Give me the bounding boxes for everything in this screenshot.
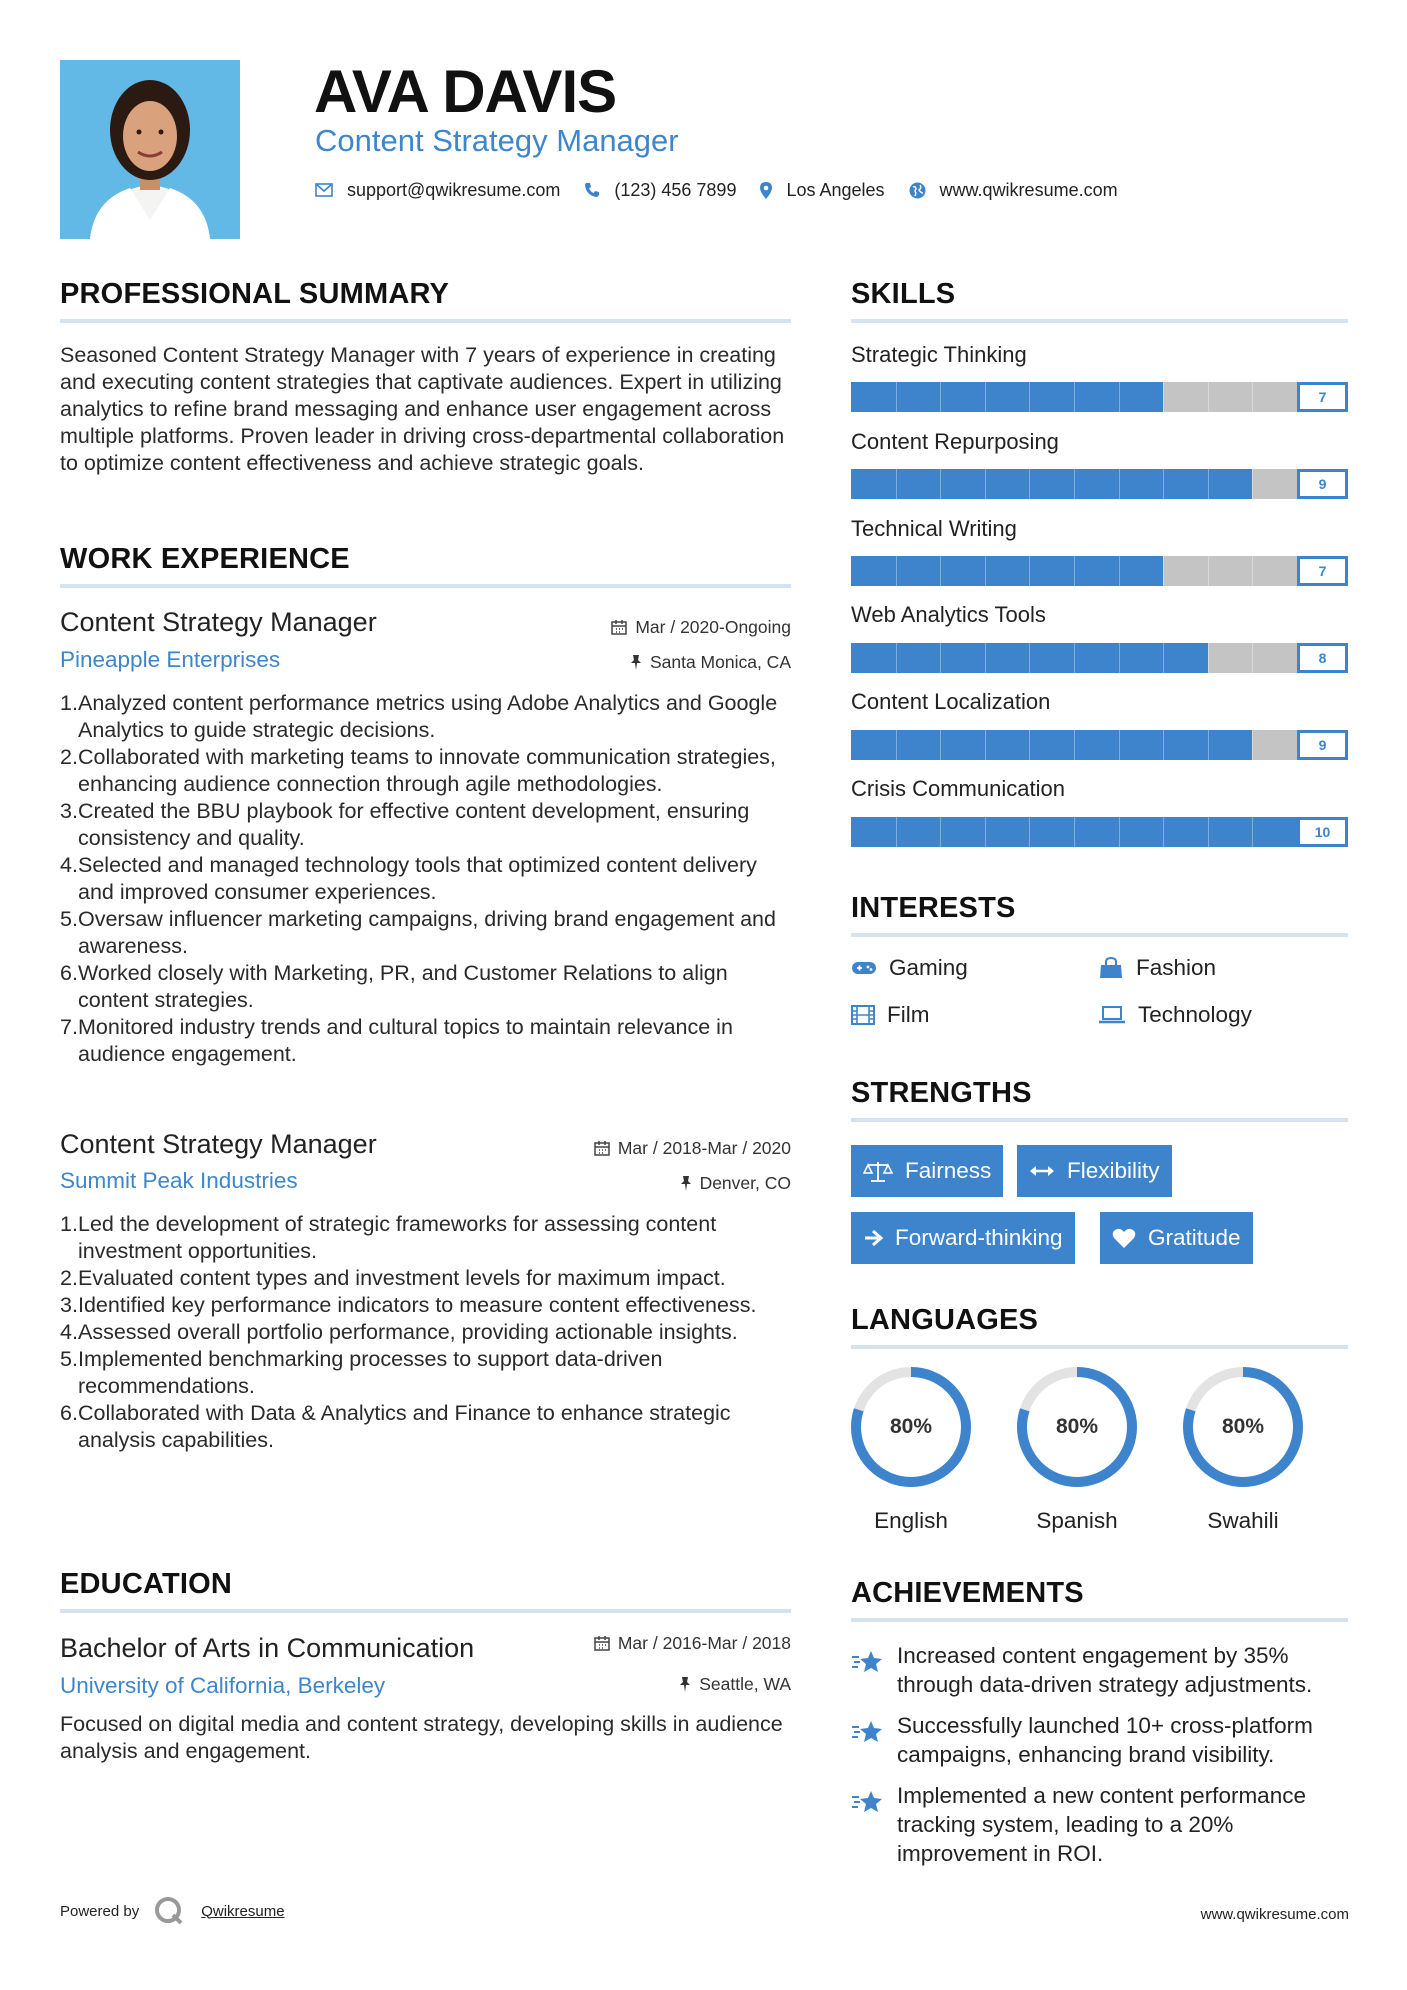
skill-bar-segment <box>1208 817 1209 847</box>
list-item: 6. Collaborated with Data & Analytics and Finance to enhance strategic analysis capabilities. <box>60 1401 731 1452</box>
contact-website-text: www.qwikresume.com <box>939 179 1118 200</box>
skill-bar-segment <box>1119 817 1120 847</box>
footer-powered-by <box>60 1896 285 1926</box>
summary-heading: PROFESSIONAL SUMMARY <box>60 278 450 310</box>
skill-bar-segment <box>940 817 941 847</box>
skill-bar-segment <box>940 469 941 499</box>
skill-label: Crisis Communication <box>851 776 1065 801</box>
list-item: 1. Led the development of strategic frameworks for assessing content investment opportunities. <box>60 1212 717 1263</box>
skill-bar-segment <box>1029 817 1030 847</box>
achievement-item <box>851 1781 1351 1868</box>
achievement-text: Increased content engagement by 35% through data-driven strategy adjustments. <box>897 1643 1313 1697</box>
skill-bar-fill <box>851 469 1252 499</box>
achievement-text: Implemented a new content performance tracking system, leading to a 20% improvement in ROI. <box>897 1783 1306 1866</box>
calendar-icon <box>594 1635 610 1651</box>
job-location-text: Santa Monica, CA <box>649 652 791 672</box>
skill-label: Content Repurposing <box>851 429 1059 454</box>
interest-item-film <box>851 1001 929 1029</box>
list-item: 3. Created the BBU playbook for effective content development, ensuring consistency and quality. <box>60 799 750 850</box>
language-donut <box>1181 1365 1305 1489</box>
calendar-icon <box>611 619 627 635</box>
interest-label: Fashion <box>1136 955 1217 980</box>
qwikresume-logo-icon <box>153 1896 187 1926</box>
skill-label: Technical Writing <box>851 516 1017 541</box>
job-dates-text: Mar / 2018-Mar / 2020 <box>617 1138 791 1158</box>
strength-tag-fairness <box>851 1145 1003 1197</box>
skill-bar <box>851 469 1348 499</box>
skill-bar-segment <box>1029 730 1030 760</box>
contact-location-text: Los Angeles <box>786 179 885 200</box>
skill-bar <box>851 382 1348 412</box>
skill-bar-segment <box>985 556 986 586</box>
skill-bar-segment <box>1208 556 1209 586</box>
skill-bar-segment <box>1252 643 1253 673</box>
experience-heading: WORK EXPERIENCE <box>60 543 350 575</box>
candidate-name: AVA DAVIS <box>314 58 617 125</box>
education-heading: EDUCATION <box>60 1568 233 1600</box>
skill-bar-segment <box>1163 556 1164 586</box>
skill-bar <box>851 817 1348 847</box>
job-company: Summit Peak Industries <box>60 1168 298 1193</box>
skill-bar <box>851 643 1348 673</box>
list-item: 1. Analyzed content performance metrics using Adobe Analytics and Google Analytics to guide strategic decisions. <box>60 691 778 742</box>
languages-heading: LANGUAGES <box>851 1304 1039 1336</box>
skill-bar-fill <box>851 556 1163 586</box>
skill-bar-segment <box>985 817 986 847</box>
gamepad-icon <box>851 960 877 976</box>
skill-bar-segment <box>985 382 986 412</box>
strength-tag-gratitude <box>1100 1212 1253 1264</box>
skill-bar-segment <box>1119 730 1120 760</box>
education-location-text: Seattle, WA <box>699 1674 791 1694</box>
interest-item-technology <box>1098 1001 1252 1029</box>
strength-label: Fairness <box>905 1158 992 1183</box>
strengths-heading: STRENGTHS <box>851 1077 1032 1109</box>
languages-rule <box>851 1345 1348 1349</box>
list-item: 7. Monitored industry trends and cultural topics to maintain relevance in audience engagement. <box>60 1015 733 1066</box>
strength-tag-forward-thinking <box>851 1212 1075 1264</box>
map-marker-icon <box>760 182 772 199</box>
list-item: 6. Worked closely with Marketing, PR, and Customer Relations to align content strategies. <box>60 961 728 1012</box>
summary-text: Seasoned Content Strategy Manager with 7 years of experience in creating and executing content strategies that captivate audiences. Expert in utilizing analytics to refine brand messaging and enhance user engagement across multiple platforms. Proven leader in driving cross-departmental collaboration to optimize content effectiveness and achieve strategic goals. <box>60 343 785 475</box>
skill-score: 7 <box>1297 556 1348 586</box>
skill-bar-segment <box>1208 730 1209 760</box>
skill-bar-segment <box>1074 817 1075 847</box>
job-bullets <box>60 690 795 1068</box>
globe-icon <box>909 182 926 199</box>
skill-bar-segment <box>1208 469 1209 499</box>
skill-bar-segment <box>896 469 897 499</box>
envelope-icon <box>315 183 333 197</box>
profile-photo <box>60 60 240 239</box>
language-item <box>1181 1365 1305 1535</box>
arrows-horizontal-icon <box>1029 1164 1055 1178</box>
job-title: Content Strategy Manager <box>60 1129 377 1159</box>
star-award-icon <box>851 1789 885 1815</box>
skill-bar-segment <box>1208 643 1209 673</box>
contact-email-text: support@qwikresume.com <box>347 179 561 200</box>
job-location <box>630 651 791 673</box>
skill-score: 7 <box>1297 382 1348 412</box>
skill-bar-segment <box>1163 643 1164 673</box>
skill-bar-segment <box>896 556 897 586</box>
skill-bar <box>851 730 1348 760</box>
shopping-bag-icon <box>1098 957 1124 979</box>
education-dates <box>594 1632 791 1654</box>
skill-label: Strategic Thinking <box>851 342 1027 367</box>
strengths-rule <box>851 1118 1348 1122</box>
achievements-heading: ACHIEVEMENTS <box>851 1577 1084 1609</box>
interest-label: Film <box>887 1002 930 1027</box>
skill-bar-segment <box>1163 382 1164 412</box>
skill-bar-segment <box>1074 730 1075 760</box>
skill-bar-segment <box>1252 817 1253 847</box>
skill-bar-fill <box>851 382 1163 412</box>
skill-bar-segment <box>1074 643 1075 673</box>
language-name: Spanish <box>1036 1508 1118 1533</box>
language-percent: 80% <box>1221 1415 1265 1438</box>
strength-label: Forward-thinking <box>895 1225 1063 1250</box>
skill-bar-segment <box>1029 556 1030 586</box>
skill-bar-segment <box>940 730 941 760</box>
contact-location <box>760 180 884 201</box>
skill-bar-segment <box>985 469 986 499</box>
list-item: 5. Implemented benchmarking processes to support data-driven recommendations. <box>60 1347 663 1398</box>
skill-bar-segment <box>1252 730 1253 760</box>
skill-score: 8 <box>1297 643 1348 673</box>
contact-email[interactable] <box>315 180 560 201</box>
contact-website[interactable] <box>909 180 1118 201</box>
interest-label: Gaming <box>889 955 968 980</box>
skill-bar-segment <box>1163 730 1164 760</box>
degree-title: Bachelor of Arts in Communication <box>60 1633 475 1663</box>
skill-bar-segment <box>1074 469 1075 499</box>
arrow-right-icon <box>863 1228 883 1248</box>
phone-icon <box>584 182 600 198</box>
contact-bar <box>315 176 1142 204</box>
summary-rule <box>60 319 791 323</box>
list-item: 5. Oversaw influencer marketing campaigns, driving brand engagement and awareness. <box>60 907 776 958</box>
skill-bar-segment <box>1208 382 1209 412</box>
language-donut <box>849 1365 973 1489</box>
language-percent: 80% <box>1055 1415 1099 1438</box>
education-description: Focused on digital media and content strategy, developing skills in audience analysis and engagement. <box>60 1712 783 1763</box>
film-icon <box>851 1005 875 1025</box>
skill-bar-segment <box>896 382 897 412</box>
skill-bar-segment <box>940 556 941 586</box>
list-item: 4. Selected and managed technology tools that optimized content delivery and improved consumer experiences. <box>60 853 757 904</box>
skill-label: Web Analytics Tools <box>851 602 1046 627</box>
qwikresume-link[interactable]: Qwikresume <box>201 1902 285 1920</box>
skill-bar-segment <box>1119 643 1120 673</box>
job-location-text: Denver, CO <box>699 1173 791 1193</box>
skills-heading: SKILLS <box>851 278 956 310</box>
skill-bar-segment <box>1119 469 1120 499</box>
job-dates <box>594 1137 791 1159</box>
interests-heading: INTERESTS <box>851 892 1016 924</box>
language-donut <box>1015 1365 1139 1489</box>
list-item: 4. Assessed overall portfolio performance, providing actionable insights. <box>60 1320 738 1344</box>
skill-bar-segment <box>1029 382 1030 412</box>
job-title: Content Strategy Manager <box>60 607 377 637</box>
skill-bar <box>851 556 1348 586</box>
list-item: 3. Identified key performance indicators to measure content effectiveness. <box>60 1293 757 1317</box>
interest-item-fashion <box>1098 954 1216 982</box>
skill-score: 9 <box>1297 730 1348 760</box>
experience-rule <box>60 584 791 588</box>
education-location <box>679 1673 791 1695</box>
achievement-item <box>851 1641 1351 1699</box>
language-item <box>849 1365 973 1535</box>
interests-rule <box>851 933 1348 937</box>
calendar-icon <box>594 1140 610 1156</box>
job-bullets <box>60 1211 795 1454</box>
skill-bar-fill <box>851 730 1252 760</box>
skill-bar-segment <box>1119 556 1120 586</box>
language-percent: 80% <box>889 1415 933 1438</box>
skill-bar-segment <box>896 643 897 673</box>
skill-bar-segment <box>1074 556 1075 586</box>
balance-scale-icon <box>863 1160 893 1182</box>
interest-item-gaming <box>851 954 968 982</box>
language-name: Swahili <box>1207 1508 1279 1533</box>
powered-by-text: Powered by <box>60 1902 140 1920</box>
skill-bar-segment <box>1029 469 1030 499</box>
skill-bar-segment <box>896 817 897 847</box>
pushpin-icon <box>680 1175 692 1191</box>
skill-bar-segment <box>1119 382 1120 412</box>
job-dates <box>611 616 791 638</box>
skill-bar-segment <box>896 730 897 760</box>
job-location <box>680 1172 791 1194</box>
candidate-title: Content Strategy Manager <box>315 123 679 158</box>
laptop-icon <box>1098 1005 1126 1025</box>
strength-label: Flexibility <box>1067 1158 1160 1183</box>
skill-bar-segment <box>985 643 986 673</box>
list-item: 2. Collaborated with marketing teams to innovate communication strategies, enhancing audience connection through agile methodologies. <box>60 745 776 796</box>
contact-phone[interactable] <box>584 180 736 201</box>
contact-phone-text: (123) 456 7899 <box>614 179 737 200</box>
education-rule <box>60 1609 791 1613</box>
skills-rule <box>851 319 1348 323</box>
skill-bar-segment <box>1163 817 1164 847</box>
skill-bar-segment <box>940 382 941 412</box>
interest-label: Technology <box>1138 1002 1252 1027</box>
skill-bar-segment <box>1074 382 1075 412</box>
star-award-icon <box>851 1719 885 1745</box>
education-dates-text: Mar / 2016-Mar / 2018 <box>617 1633 791 1653</box>
skill-bar-segment <box>940 643 941 673</box>
language-name: English <box>874 1508 948 1533</box>
strength-label: Gratitude <box>1148 1225 1241 1250</box>
language-item <box>1015 1365 1139 1535</box>
skill-bar-segment <box>1252 382 1253 412</box>
skill-bar-segment <box>1252 469 1253 499</box>
strength-tag-flexibility <box>1017 1145 1172 1197</box>
job-dates-text: Mar / 2020-Ongoing <box>635 617 791 637</box>
skill-label: Content Localization <box>851 689 1051 714</box>
pushpin-icon <box>630 654 642 670</box>
skill-score: 10 <box>1297 817 1348 847</box>
skill-bar-segment <box>1029 643 1030 673</box>
skill-score: 9 <box>1297 469 1348 499</box>
portrait-image <box>60 60 240 239</box>
school-name: University of California, Berkeley <box>60 1673 386 1698</box>
list-item: 2. Evaluated content types and investment levels for maximum impact. <box>60 1266 726 1290</box>
skill-bar-segment <box>985 730 986 760</box>
job-company: Pineapple Enterprises <box>60 647 281 672</box>
achievement-text: Successfully launched 10+ cross-platform campaigns, enhancing brand visibility. <box>897 1713 1313 1767</box>
heart-icon <box>1112 1228 1136 1249</box>
skill-bar-segment <box>1163 469 1164 499</box>
achievements-rule <box>851 1618 1348 1622</box>
footer-website[interactable]: www.qwikresume.com <box>1200 1906 1349 1923</box>
skill-bar-segment <box>1252 556 1253 586</box>
star-award-icon <box>851 1649 885 1675</box>
achievement-item <box>851 1711 1351 1769</box>
pushpin-icon <box>679 1676 691 1692</box>
